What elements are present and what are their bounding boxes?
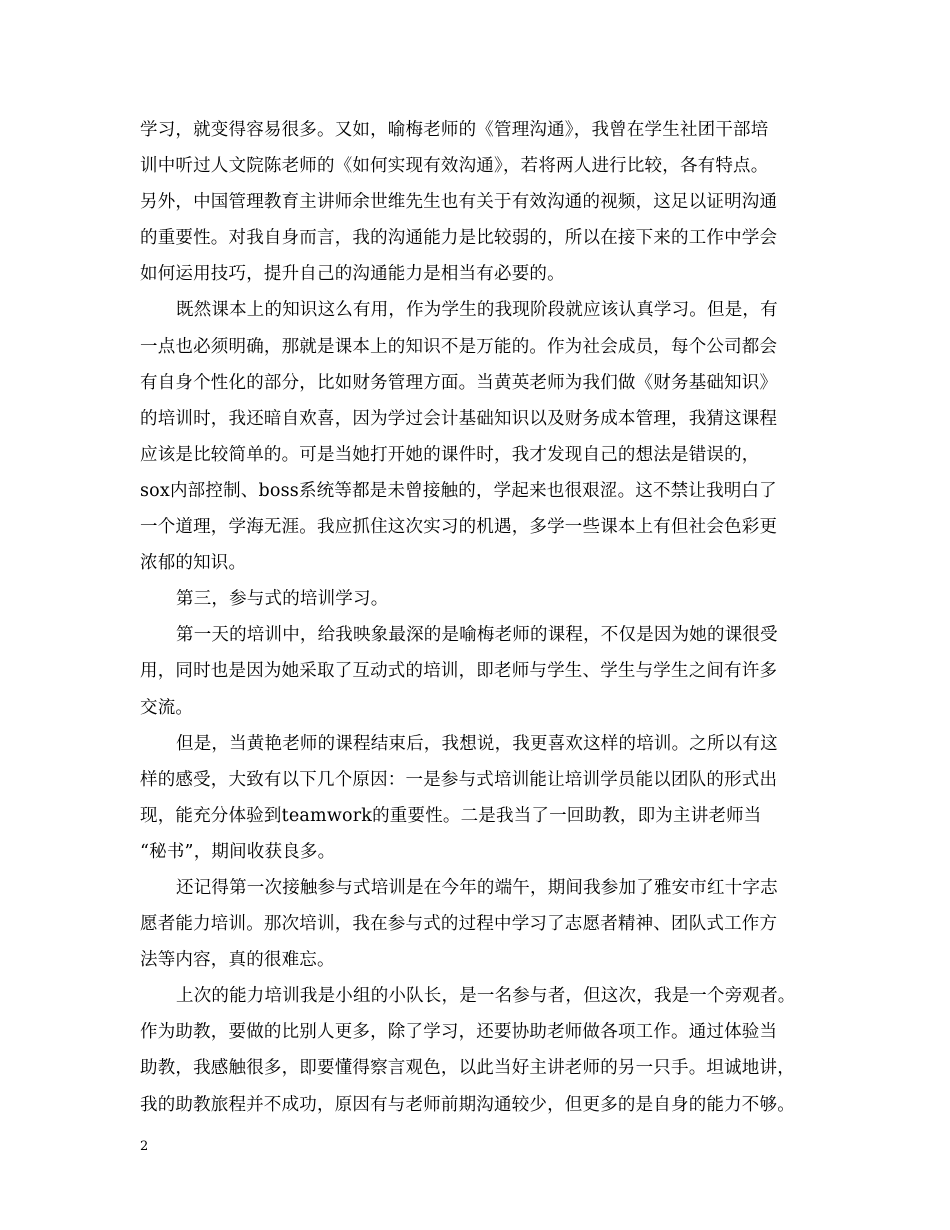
text-line: 一个道理，学海无涯。我应抓住这次实习的机遇，多学一些课本上有但社会色彩更	[140, 517, 778, 538]
paragraph-first-line: 第三，参与式的培训学习。	[176, 589, 389, 610]
paragraph-first-line: 既然课本上的知识这么有用，作为学生的我现阶段就应该认真学习。但是，有	[176, 300, 778, 321]
text-line: sox内部控制、boss系统等都是未曾接触的，学起来也很艰涩。这不禁让我明白了	[140, 480, 777, 501]
text-line: 一点也必须明确，那就是课本上的知识不是万能的。作为社会成员，每个公司都会	[140, 336, 778, 357]
text-line: 有自身个性化的部分，比如财务管理方面。当黄英老师为我们做《财务基础知识》	[140, 372, 778, 393]
text-line: 愿者能力培训。那次培训，我在参与式的过程中学习了志愿者精神、团队式工作方	[140, 914, 778, 935]
paragraph-first-line: 还记得第一次接触参与式培训是在今年的端午，期间我参加了雅安市红十字志	[176, 877, 778, 898]
text-line: 我的助教旅程并不成功，原因有与老师前期沟通较少，但更多的是自身的能力不够。	[140, 1094, 795, 1115]
text-line: 如何运用技巧，提升自己的沟通能力是相当有必要的。	[140, 264, 565, 285]
text-line: 作为助教，要做的比别人更多，除了学习，还要协助老师做各项工作。通过体验当	[140, 1022, 778, 1043]
text-line: 样的感受，大致有以下几个原因：一是参与式培训能让培训学员能以团队的形式出	[140, 769, 778, 790]
text-line: 浓郁的知识。	[140, 553, 247, 574]
paragraph-first-line: 上次的能力培训我是小组的小队长，是一名参与者，但这次，我是一个旁观者。	[176, 986, 796, 1007]
text-line: 训中听过人文院陈老师的《如何实现有效沟通》，若将两人进行比较，各有特点。	[140, 156, 769, 177]
body-text	[140, 112, 825, 1123]
text-line: 交流。	[140, 697, 194, 718]
paragraph-first-line: 第一天的培训中，给我映象最深的是喻梅老师的课程，不仅是因为她的课很受	[176, 625, 778, 646]
text-line: 学习，就变得容易很多。又如，喻梅老师的《管理沟通》，我曾在学生社团干部培	[140, 120, 769, 140]
text-line: 助教，我感触很多，即要懂得察言观色，以此当好主讲老师的另一只手。坦诚地讲，	[140, 1058, 795, 1079]
text-line: “秘书”，期间收获良多。	[140, 841, 336, 862]
text-line: 的重要性。对我自身而言，我的沟通能力是比较弱的，所以在接下来的工作中学会	[140, 228, 778, 249]
text-line: 用，同时也是因为她采取了互动式的培训，即老师与学生、学生与学生之间有许多	[140, 661, 778, 682]
text-line: 现，能充分体验到teamwork的重要性。二是我当了一回助教，即为主讲老师当	[140, 805, 762, 826]
text-line: 另外，中国管理教育主讲师余世维先生也有关于有效沟通的视频，这足以证明沟通	[140, 192, 778, 213]
text-line: 的培训时，我还暗自欢喜，因为学过会计基础知识以及财务成本管理，我猜这课程	[140, 408, 778, 429]
text-line: 应该是比较简单的。可是当她打开她的课件时，我才发现自己的想法是错误的，	[140, 444, 760, 465]
page-number: 2	[140, 1139, 149, 1154]
paragraph-first-line: 但是，当黄艳老师的课程结束后，我想说，我更喜欢这样的培训。之所以有这	[176, 733, 778, 754]
text-line: 法等内容，真的很难忘。	[140, 950, 335, 971]
